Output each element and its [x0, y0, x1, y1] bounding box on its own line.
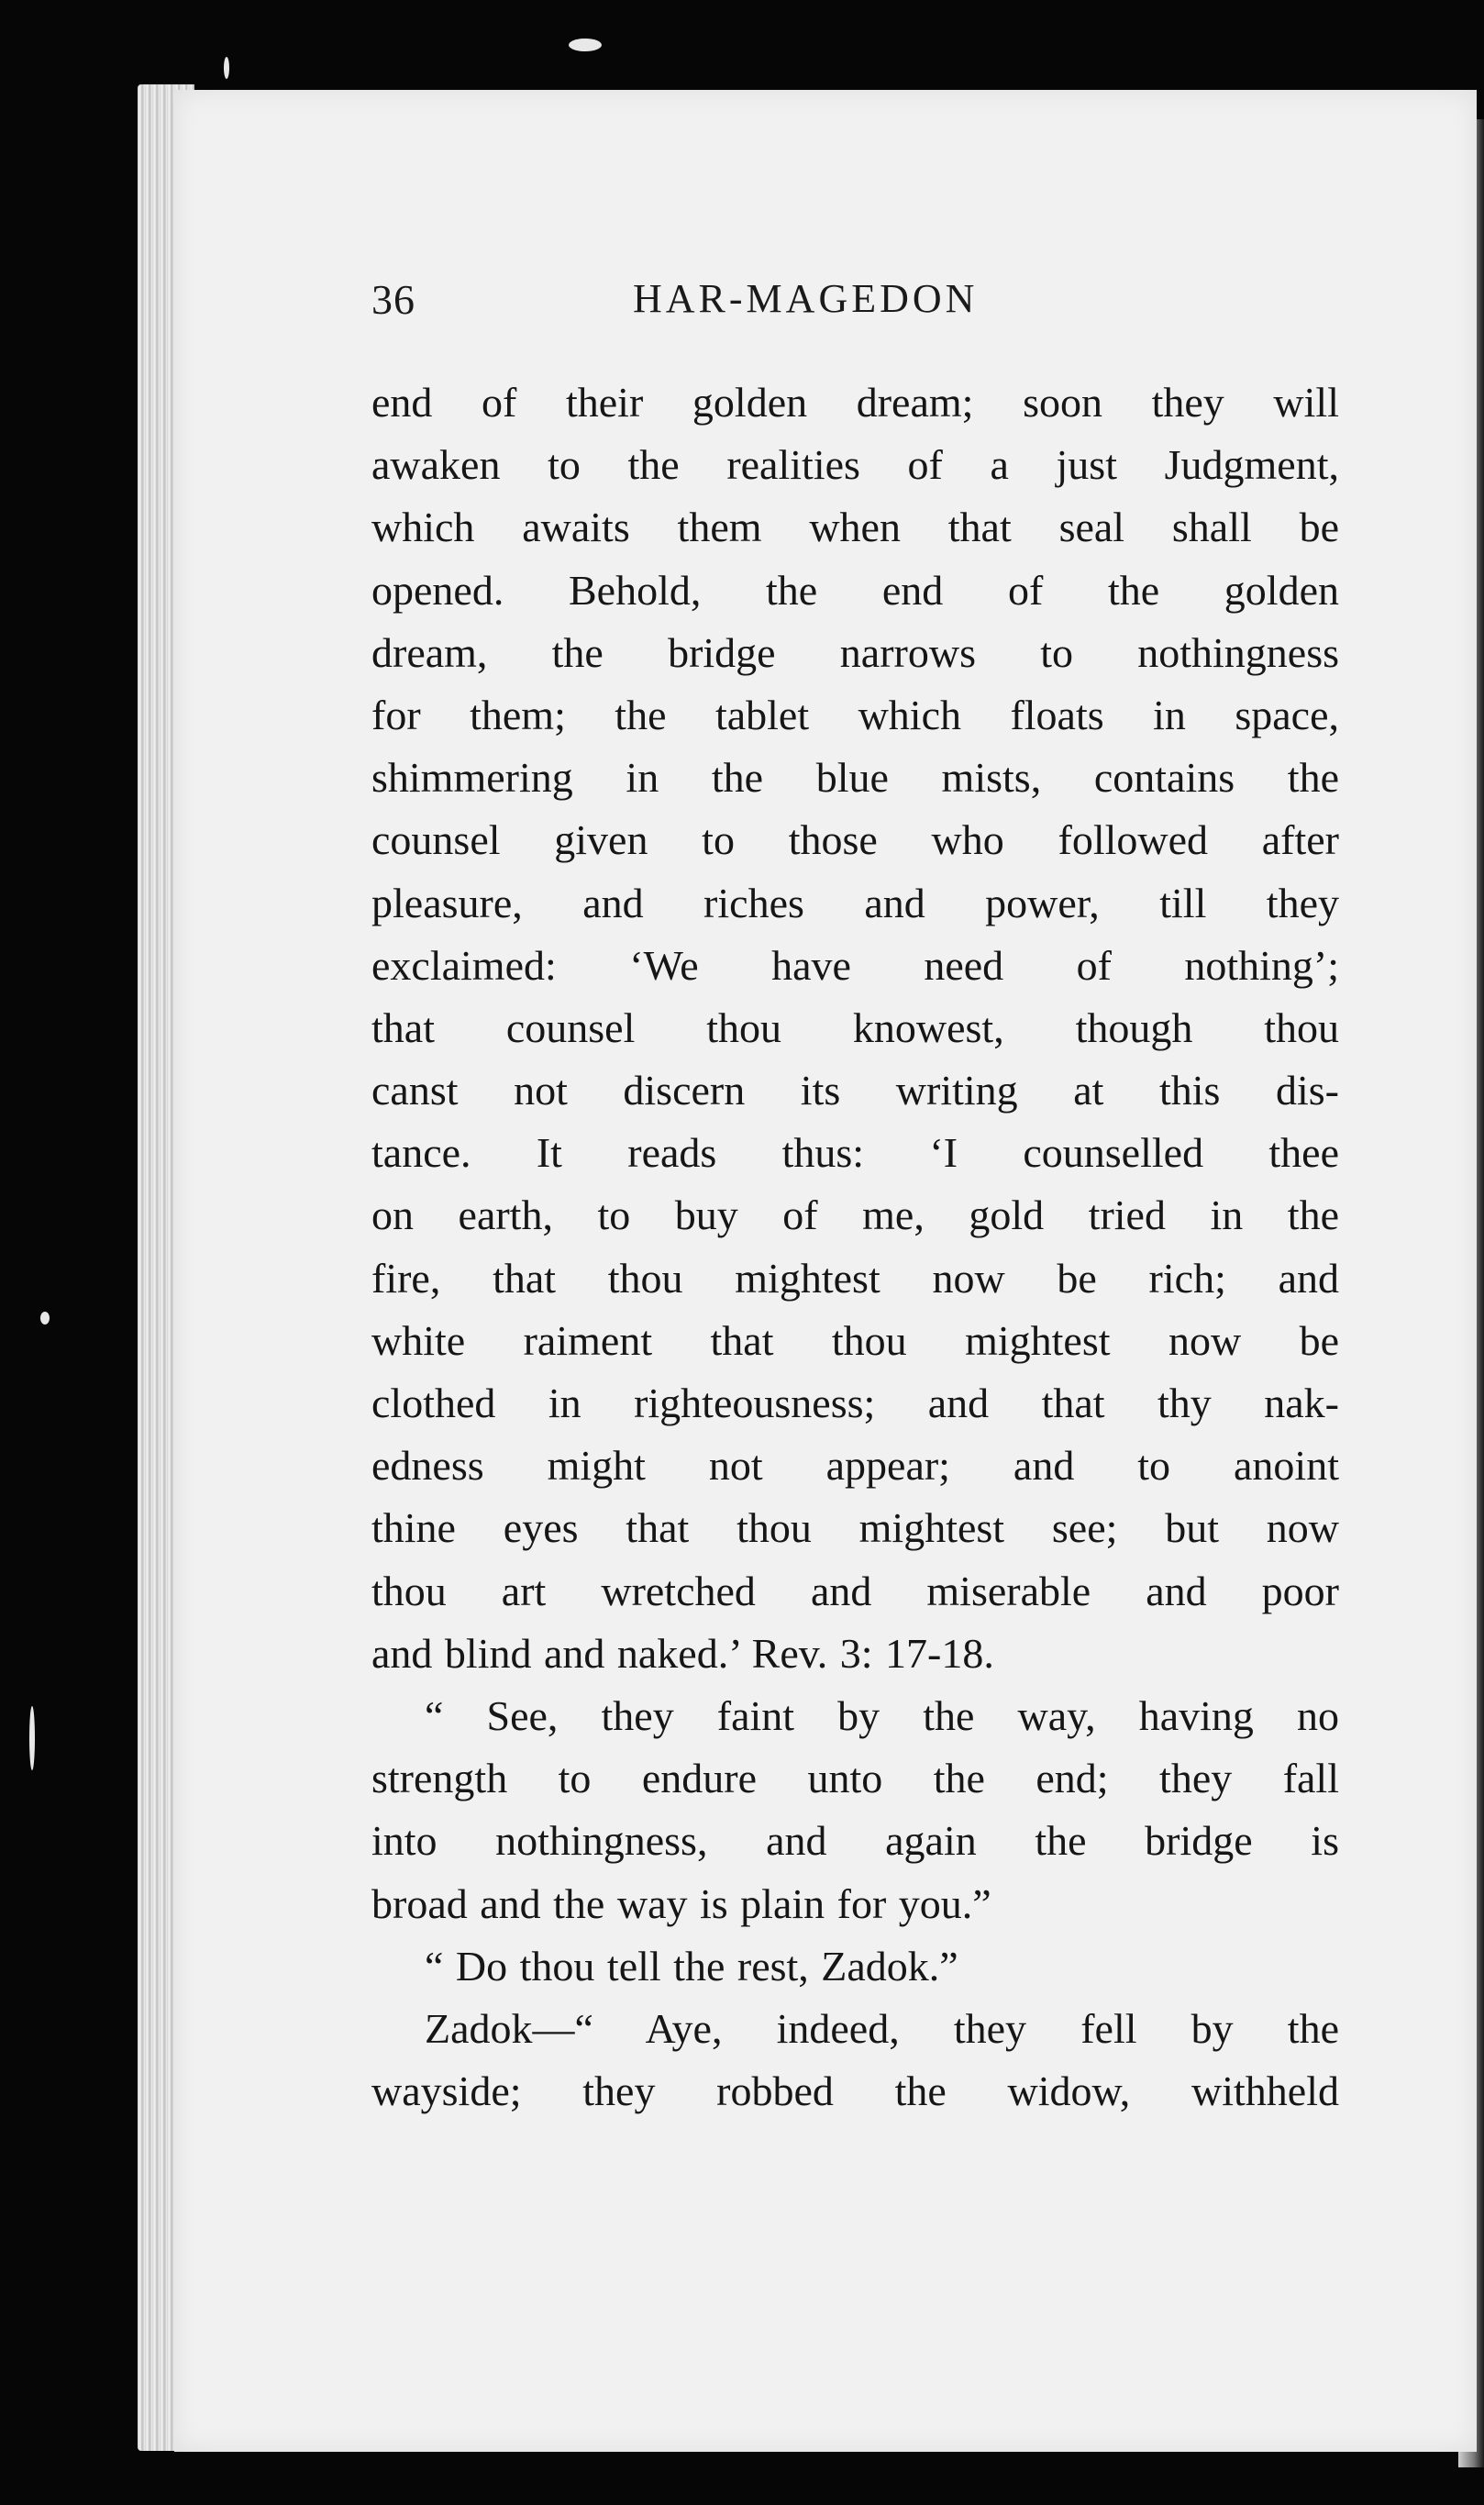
text-line: dream, the bridge narrows to nothingness: [371, 628, 1339, 676]
body-text: [371, 371, 1339, 2123]
text-line: broad and the way is plain for you.”: [371, 1879, 991, 1927]
dust-speck: [40, 1312, 50, 1325]
text-line: canst not discern its writing at this dis-: [371, 1067, 1339, 1114]
text-line: clothed in righteousness; and that thy nak-: [371, 1380, 1339, 1426]
text-line: exclaimed: ‘We have need of nothing’;: [371, 941, 1339, 989]
text-line: into nothingness, and again the bridge is: [371, 1817, 1339, 1865]
text-line: wayside; they robbed the widow, withheld: [371, 2067, 1339, 2115]
text-line: white raiment that thou mightest now be: [371, 1316, 1339, 1364]
dust-speck: [224, 57, 229, 79]
dust-speck: [569, 39, 602, 51]
text-line: awaken to the realities of a just Judgment,: [371, 441, 1339, 489]
text-line: thou art wretched and miserable and poor: [371, 1567, 1339, 1614]
text-line: opened. Behold, the end of the golden: [371, 566, 1339, 614]
text-line: tance. It reads thus: ‘I counselled thee: [371, 1129, 1339, 1177]
text-line: fire, that thou mightest now be rich; and: [371, 1254, 1339, 1302]
text-line: “ See, they faint by the way, having no: [425, 1691, 1339, 1739]
text-line: “ Do thou tell the rest, Zadok.”: [425, 1942, 958, 1990]
page-number: 36: [371, 276, 415, 323]
text-line: thine eyes that thou mightest see; but now: [371, 1504, 1339, 1552]
text-line: that counsel thou knowest, though thou: [371, 1003, 1339, 1051]
dust-speck: [29, 1706, 35, 1770]
text-line: which awaits them when that seal shall be: [371, 504, 1339, 551]
running-head: HAR-MAGEDON: [633, 276, 979, 321]
text-line: for them; the tablet which floats in space,: [371, 691, 1339, 738]
text-line: and blind and naked.’ Rev. 3: 17-18.: [371, 1629, 994, 1677]
text-line: on earth, to buy of me, gold tried in the: [371, 1192, 1339, 1239]
text-line: edness might not appear; and to anoint: [371, 1442, 1339, 1490]
text-line: strength to endure unto the end; they fall: [371, 1755, 1339, 1802]
text-line: end of their golden dream; soon they will: [371, 379, 1339, 426]
text-line: pleasure, and riches and power, till they: [371, 879, 1339, 926]
text-line: counsel given to those who followed after: [371, 816, 1339, 864]
text-line: shimmering in the blue mists, contains the: [371, 754, 1339, 802]
page-header: [371, 275, 1380, 330]
text-line: Zadok—“ Aye, indeed, they fell by the: [425, 2004, 1339, 2052]
